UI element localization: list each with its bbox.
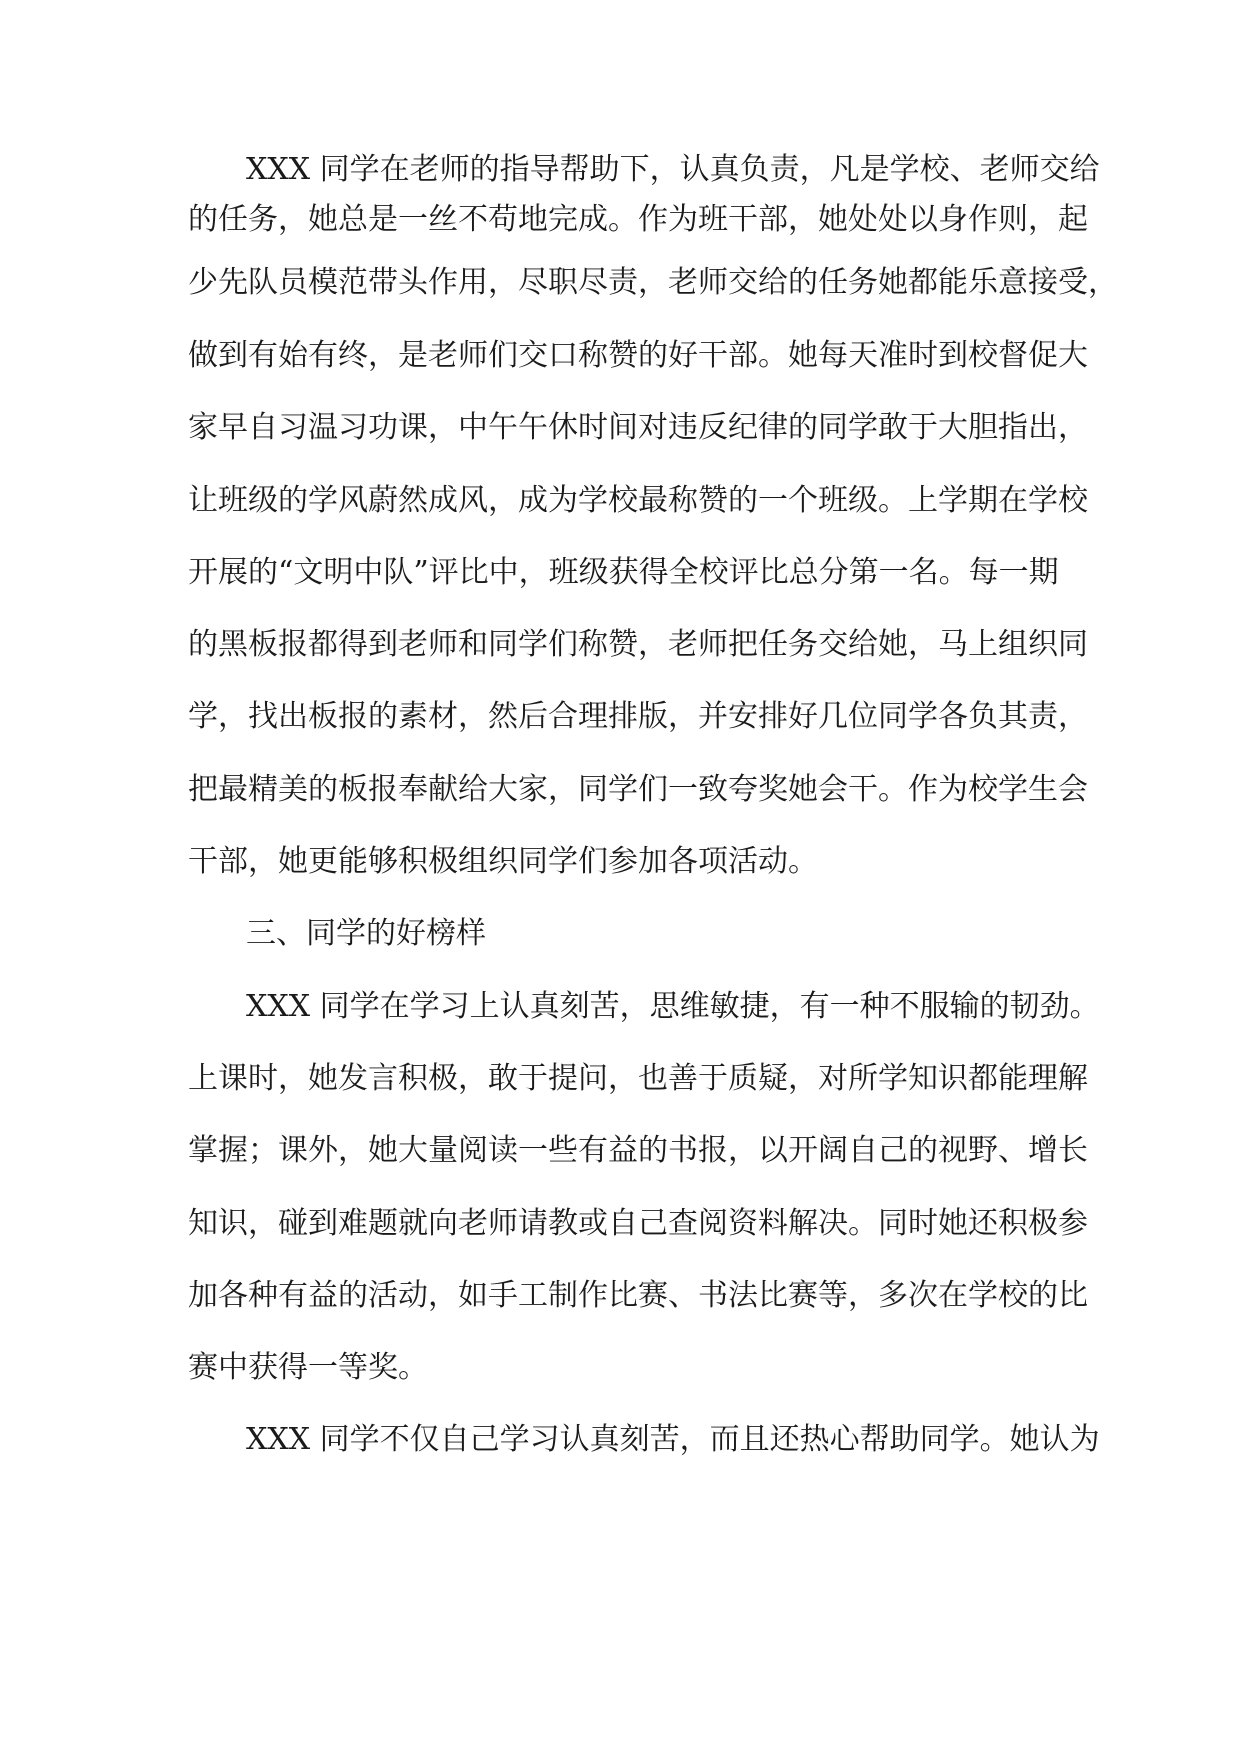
- paragraph-line: 掌握；课外，她大量阅读一些有益的书报，以开阔自己的视野、增长: [188, 1133, 1088, 1168]
- paragraph-line: 上课时，她发言积极，敢于提问，也善于质疑，对所学知识都能理解: [188, 1061, 1088, 1096]
- paragraph-line: 的黑板报都得到老师和同学们称赞，老师把任务交给她，马上组织同: [188, 627, 1088, 662]
- paragraph-line: 做到有始有终，是老师们交口称赞的好干部。她每天准时到校督促大: [188, 338, 1088, 373]
- paragraph-line: XXX 同学在学习上认真刻苦，思维敏捷，有一种不服输的韧劲。: [246, 989, 1100, 1024]
- paragraph-line: 少先队员模范带头作用，尽职尽责，老师交给的任务她都能乐意接受，: [188, 265, 1118, 300]
- paragraph-line: 的任务，她总是一丝不苟地完成。作为班干部，她处处以身作则，起: [188, 202, 1088, 237]
- paragraph-line: 学，找出板报的素材，然后合理排版，并安排好几位同学各负其责，: [188, 699, 1088, 734]
- paragraph-line: 知识，碰到难题就向老师请教或自己查阅资料解决。同时她还积极参: [188, 1206, 1088, 1241]
- paragraph-line: 赛中获得一等奖。: [188, 1350, 428, 1385]
- paragraph-line: 家早自习温习功课，中午午休时间对违反纪律的同学敢于大胆指出，: [188, 410, 1088, 445]
- section-heading: 三、同学的好榜样: [246, 916, 486, 951]
- paragraph-line: 加各种有益的活动，如手工制作比赛、书法比赛等，多次在学校的比: [188, 1278, 1088, 1313]
- paragraph-line: 让班级的学风蔚然成风，成为学校最称赞的一个班级。上学期在学校: [188, 483, 1088, 518]
- paragraph-line: 开展的“文明中队”评比中，班级获得全校评比总分第一名。每一期: [188, 555, 1059, 590]
- paragraph-line: XXX 同学不仅自己学习认真刻苦，而且还热心帮助同学。她认为: [246, 1422, 1100, 1457]
- paragraph-line: XXX 同学在老师的指导帮助下，认真负责，凡是学校、老师交给: [246, 152, 1100, 187]
- paragraph-line: 干部，她更能够积极组织同学们参加各项活动。: [188, 844, 818, 879]
- paragraph-line: 把最精美的板报奉献给大家，同学们一致夸奖她会干。作为校学生会: [188, 772, 1088, 807]
